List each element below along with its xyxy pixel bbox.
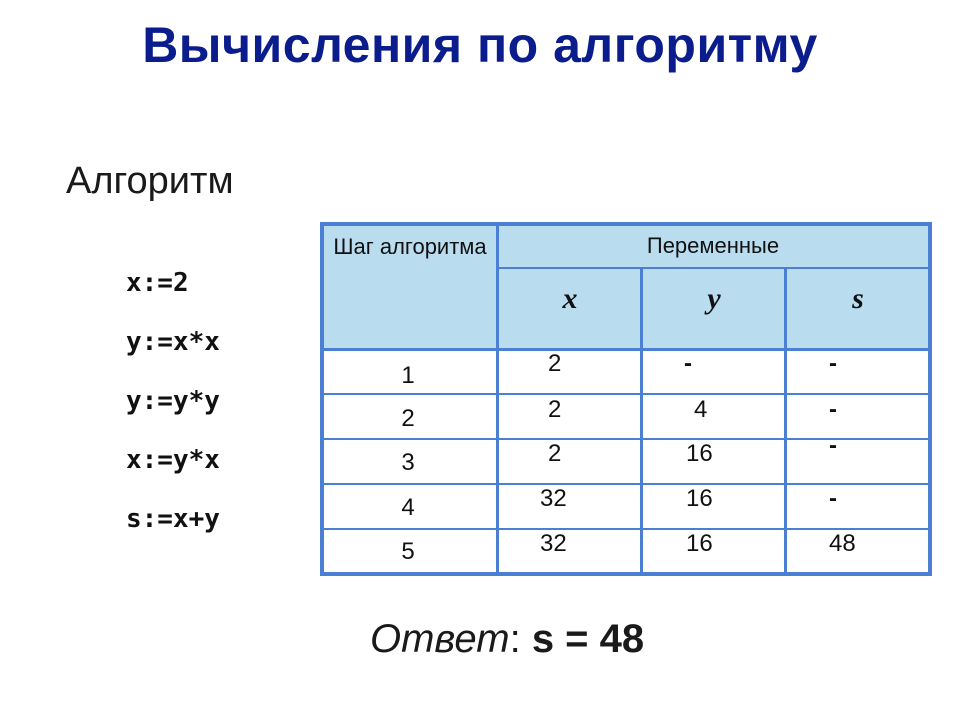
x-cell: 2 (548, 350, 562, 377)
page-title: Вычисления по алгоритму (142, 17, 818, 73)
grid-line (320, 438, 932, 440)
step-cell: 3 (401, 449, 415, 476)
step-cell: 5 (401, 538, 415, 565)
header-step: Шаг алгоритма (333, 234, 487, 259)
grid-line (496, 267, 932, 269)
y-cell: - (684, 350, 692, 377)
step-cell: 2 (401, 405, 415, 432)
s-cell: - (829, 485, 837, 512)
algorithm-line: x:=2 (126, 268, 189, 298)
y-cell: 4 (694, 396, 708, 423)
grid-line (320, 483, 932, 485)
trace-table (320, 222, 932, 576)
x-cell: 2 (548, 396, 562, 423)
answer-label: Ответ (370, 617, 510, 661)
answer-separator: : (509, 617, 521, 661)
column-header-s: s (852, 282, 864, 315)
y-cell: 16 (686, 530, 713, 557)
answer-value: s = 48 (531, 617, 645, 661)
algorithm-line: x:=y*x (126, 445, 220, 475)
s-cell: - (829, 396, 837, 423)
column-header-y: y (707, 282, 721, 315)
grid-line (640, 267, 643, 576)
x-cell: 32 (540, 485, 567, 512)
grid-line (320, 348, 932, 351)
s-cell: - (829, 432, 837, 459)
algorithm-code (126, 263, 220, 558)
s-cell: - (829, 350, 837, 377)
answer (370, 617, 644, 662)
grid-line (320, 393, 932, 395)
algorithm-line: y:=y*y (126, 386, 220, 416)
y-cell: 16 (686, 485, 713, 512)
step-cell: 4 (401, 494, 415, 521)
grid-line (784, 267, 787, 576)
header-variables: Переменные (646, 233, 780, 258)
step-cell: 1 (401, 362, 415, 389)
x-cell: 2 (548, 440, 562, 467)
grid-line (496, 222, 499, 576)
column-header-x: x (562, 282, 578, 315)
s-cell: 48 (829, 530, 856, 557)
algorithm-line: s:=x+y (126, 504, 220, 534)
algorithm-line: y:=x*x (126, 327, 220, 357)
x-cell: 32 (540, 530, 567, 557)
y-cell: 16 (686, 440, 713, 467)
algorithm-heading: Алгоритм (66, 160, 234, 202)
